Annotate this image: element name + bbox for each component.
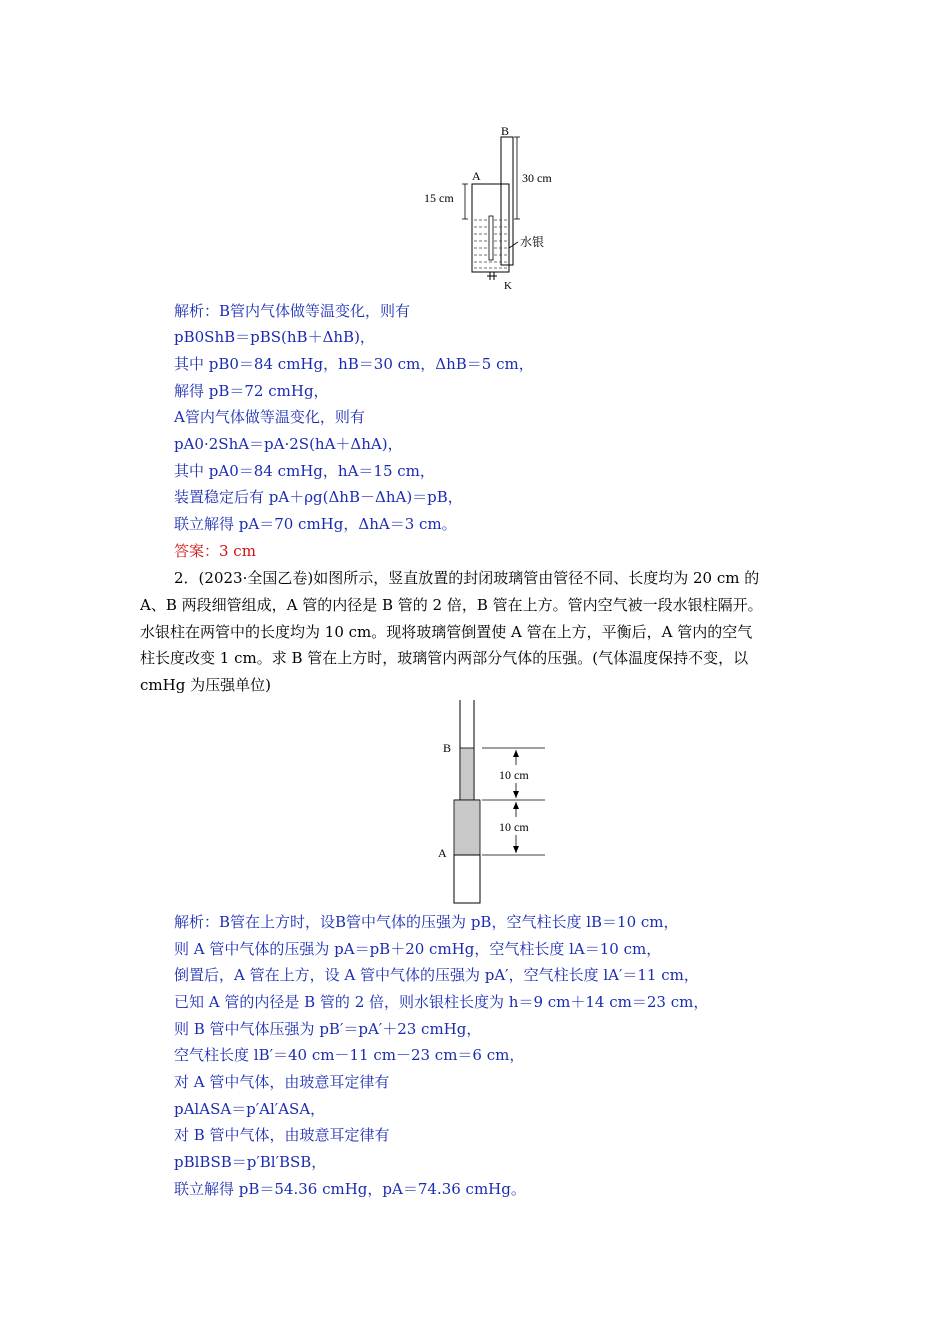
tube-a-air (454, 855, 480, 903)
solution1-line-2: pB0ShB＝pBS(hB＋ΔhB)， (174, 328, 375, 346)
solution2-line-4: 已知 A 管的内径是 B 管的 2 倍，则水银柱长度为 h＝9 cm＋14 cm＝23 cm， (174, 993, 709, 1011)
solution1-line-1: 解析：B管内气体做等温变化，则有 (174, 302, 411, 320)
problem2-line-4: 柱长度改变 1 cm。求 B 管在上方时，玻璃管内两部分气体的压强。(气体温度保持不变，以 (140, 649, 749, 667)
solution1-line-9: 联立解得 pA＝70 cmHg，ΔhA＝3 cm。 (174, 515, 457, 533)
solution2-line-11: 联立解得 pB＝54.36 cmHg，pA＝74.36 cmHg。 (174, 1180, 526, 1198)
solution2-line-9: 对 B 管中气体，由玻意耳定律有 (174, 1126, 390, 1144)
problem2-line-1: 2．(2023·全国乙卷)如图所示，竖直放置的封闭玻璃管由管径不同、长度均为 20 cm 的 (174, 569, 760, 587)
solution1-line-7: 其中 pA0＝84 cmHg，hA＝15 cm， (174, 462, 435, 480)
answer-1: 答案：3 cm (174, 542, 256, 560)
u-tube-figure (410, 120, 570, 295)
tube-b (501, 137, 513, 265)
label-b: B (443, 741, 452, 755)
stepped-tube-figure (430, 695, 560, 907)
problem2-line-2: A、B 两段细管组成，A 管的内径是 B 管的 2 倍，B 管在上方。管内空气被一段水银柱隔开。 (140, 596, 763, 614)
problem2-line-5: cmHg 为压强单位) (140, 676, 271, 694)
solution2-line-7: 对 A 管中气体，由玻意耳定律有 (174, 1073, 390, 1091)
label-a: A (438, 846, 447, 860)
solution2-line-3: 倒置后，A 管在上方，设 A 管中气体的压强为 pA′，空气柱长度 lA′＝11 cm， (174, 966, 699, 984)
solution2-line-1: 解析：B管在上方时，设B管中气体的压强为 pB，空气柱长度 lB＝10 cm， (174, 913, 679, 931)
solution1-line-3: 其中 pB0＝84 cmHg，hB＝30 cm，ΔhB＝5 cm， (174, 355, 534, 373)
solution1-line-5: A管内气体做等温变化，则有 (174, 408, 365, 426)
label-10cm-top: 10 cm (499, 768, 529, 782)
label-10cm-bottom: 10 cm (499, 820, 529, 834)
solution1-line-6: pA0·2ShA＝pA·2S(hA＋ΔhA)， (174, 435, 403, 453)
solution2-line-8: pAlASA＝p′Al′ASA， (174, 1100, 326, 1118)
label-30cm: 30 cm (522, 171, 552, 185)
solution2-line-10: pBlBSB＝p′Bl′BSB， (174, 1153, 327, 1171)
label-15cm: 15 cm (424, 191, 454, 205)
mercury-a (454, 800, 480, 855)
mercury-b (460, 748, 474, 800)
solution1-line-8: 装置稳定后有 pA＋ρg(ΔhB－ΔhA)＝pB， (174, 488, 463, 506)
label-a: A (472, 169, 481, 183)
solution2-line-2: 则 A 管中气体的压强为 pA＝pB＋20 cmHg，空气柱长度 lA＝10 cm， (174, 940, 662, 958)
solution2-line-6: 空气柱长度 lB′＝40 cm－11 cm－23 cm＝6 cm， (174, 1046, 525, 1064)
problem2-line-3: 水银柱在两管中的长度均为 10 cm。现将玻璃管倒置使 A 管在上方，平衡后，A 管内的空气 (140, 623, 753, 641)
label-k: K (504, 280, 512, 292)
label-mercury: 水银 (520, 235, 545, 249)
label-b: B (501, 124, 510, 138)
solution2-line-5: 则 B 管中气体压强为 pB′＝pA′＋23 cmHg， (174, 1020, 482, 1038)
solution1-line-4: 解得 pB＝72 cmHg， (174, 382, 329, 400)
